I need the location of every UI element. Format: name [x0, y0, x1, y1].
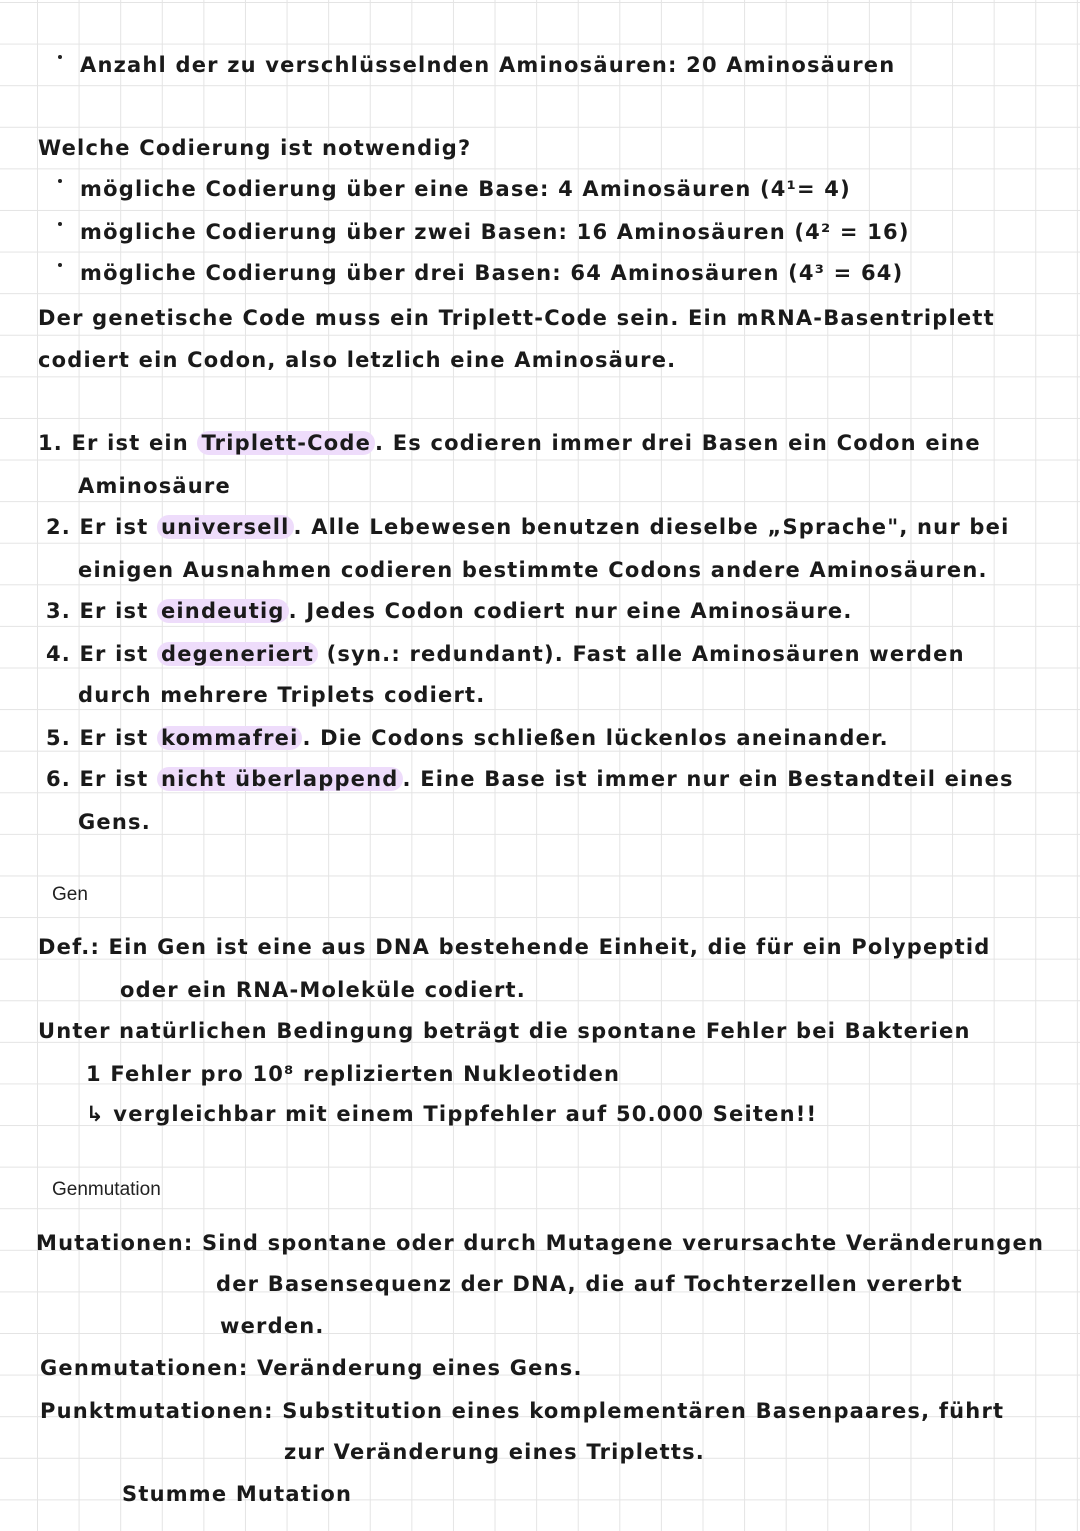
text-segment: Punktmutationen: Substitution eines komplementären Basenpaares, führt — [40, 1399, 1005, 1423]
note-line — [46, 640, 965, 668]
text-segment: Anzahl der zu verschlüsselnden Aminosäuren: 20 Aminosäuren — [80, 53, 896, 77]
note-line — [40, 1354, 583, 1382]
note-line — [78, 808, 151, 836]
section-heading — [52, 881, 88, 909]
text-segment: zur Veränderung eines Tripletts. — [284, 1440, 705, 1464]
text-segment: (syn.: redundant). Fast alle Aminosäuren werden — [318, 642, 965, 666]
note-line — [38, 933, 991, 961]
note-line — [86, 1100, 817, 1128]
text-segment: codiert ein Codon, also letzlich eine Aminosäure. — [38, 348, 677, 372]
note-line — [46, 765, 1014, 793]
note-line — [220, 1312, 325, 1340]
text-segment: 2. Er ist — [46, 515, 157, 539]
text-segment: Gens. — [78, 810, 151, 834]
text-segment: Def.: Ein Gen ist eine aus DNA bestehende Einheit, die für ein Polypeptid — [38, 935, 991, 959]
text-segment: einigen Ausnahmen codieren bestimmte Codons andere Aminosäuren. — [78, 558, 988, 582]
note-line — [38, 346, 676, 374]
note-line — [38, 429, 981, 457]
text-segment: Welche Codierung ist notwendig? — [38, 136, 472, 160]
note-line — [78, 556, 988, 584]
text-segment: 3. Er ist — [46, 599, 157, 623]
text-segment: oder ein RNA-Moleküle codiert. — [120, 978, 526, 1002]
note-line — [46, 724, 889, 752]
note-line — [216, 1270, 963, 1298]
note-line — [38, 1017, 971, 1045]
note-line — [80, 259, 903, 287]
note-line — [80, 218, 910, 246]
bullet-point-icon — [58, 263, 62, 267]
text-segment: durch mehrere Triplets codiert. — [78, 683, 486, 707]
note-line — [78, 681, 485, 709]
text-segment: 4. Er ist — [46, 642, 157, 666]
text-segment: . Jedes Codon codiert nur eine Aminosäure. — [288, 599, 853, 623]
note-line — [38, 134, 471, 162]
highlighted-term: nicht überlappend — [157, 767, 403, 791]
text-segment: 6. Er ist — [46, 767, 157, 791]
text-segment: Genmutationen: Veränderung eines Gens. — [40, 1356, 583, 1380]
note-line — [78, 472, 231, 500]
text-segment: der Basensequenz der DNA, die auf Tochterzellen vererbt — [216, 1272, 963, 1296]
highlighted-term: universell — [157, 515, 294, 539]
text-segment: mögliche Codierung über zwei Basen: 16 Aminosäuren (4² = 16) — [80, 220, 910, 244]
note-line — [80, 175, 851, 203]
bullet-point-icon — [58, 179, 62, 183]
text-segment: Aminosäure — [78, 474, 231, 498]
text-segment: 1 Fehler pro 10⁸ replizierten Nukleotiden — [86, 1062, 621, 1086]
text-segment: . Eine Base ist immer nur ein Bestandteil eines — [402, 767, 1014, 791]
text-segment: mögliche Codierung über drei Basen: 64 Aminosäuren (4³ = 64) — [80, 261, 904, 285]
text-segment: Gen — [52, 884, 88, 905]
text-segment: ↳ vergleichbar mit einem Tippfehler auf 50.000 Seiten!! — [86, 1102, 818, 1126]
text-segment: Stumme Mutation — [122, 1482, 353, 1506]
text-segment: werden. — [220, 1314, 325, 1338]
text-segment: Genmutation — [52, 1179, 161, 1200]
note-line — [36, 1229, 1044, 1257]
text-segment: . Alle Lebewesen benutzen dieselbe „Sprache", nur bei — [293, 515, 1010, 539]
note-line — [284, 1438, 705, 1466]
text-segment: . Es codieren immer drei Basen ein Codon eine — [375, 431, 981, 455]
highlighted-term: eindeutig — [157, 599, 289, 623]
section-heading — [52, 1176, 161, 1204]
highlighted-term: degeneriert — [157, 642, 318, 666]
note-line — [122, 1480, 352, 1508]
highlighted-term: kommafrei — [157, 726, 303, 750]
bullet-point-icon — [58, 222, 62, 226]
text-segment: mögliche Codierung über eine Base: 4 Aminosäuren (4¹= 4) — [80, 177, 851, 201]
note-line — [46, 513, 1009, 541]
note-line — [86, 1060, 620, 1088]
note-line — [80, 51, 895, 79]
text-segment: . Die Codons schließen lückenlos aneinander. — [302, 726, 889, 750]
text-segment: 5. Er ist — [46, 726, 157, 750]
text-segment: Der genetische Code muss ein Triplett-Code sein. Ein mRNA-Basentriplett — [38, 306, 995, 330]
highlighted-term: Triplett-Code — [197, 431, 375, 455]
bullet-point-icon — [58, 55, 62, 59]
text-segment: Mutationen: Sind spontane oder durch Mutagene verursachte Veränderungen — [36, 1231, 1045, 1255]
note-line — [46, 597, 853, 625]
note-line — [120, 976, 526, 1004]
note-line — [38, 304, 995, 332]
text-segment: Unter natürlichen Bedingung beträgt die spontane Fehler bei Bakterien — [38, 1019, 971, 1043]
note-line — [40, 1397, 1004, 1425]
text-segment: 1. Er ist ein — [38, 431, 198, 455]
